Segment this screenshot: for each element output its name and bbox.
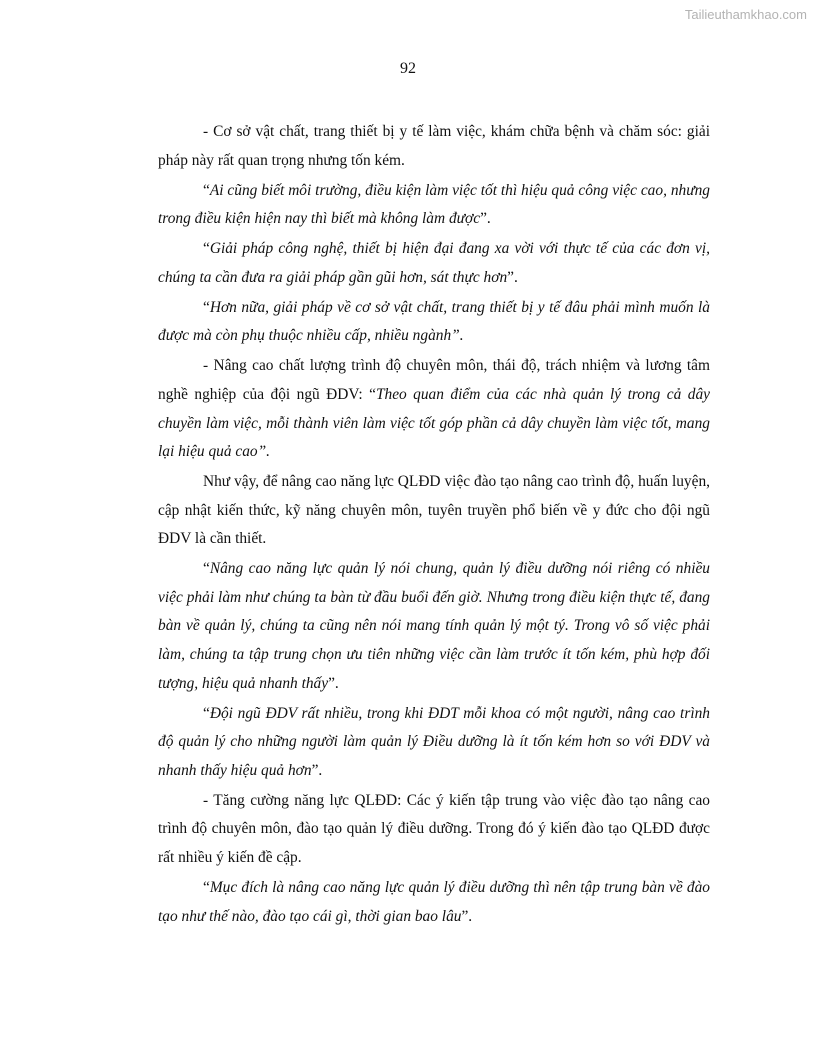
paragraph — [158, 874, 710, 931]
paragraph — [158, 555, 710, 698]
body-text: - Cơ sở vật chất, trang thiết bị y tế làm việc, khám chữa bệnh và chăm sóc: giải pháp này rất quan trọng nhưng tốn kém. — [158, 123, 710, 169]
body-text: ”. — [328, 674, 339, 692]
body-text: “ — [203, 560, 210, 578]
quote-text: Theo quan điểm của các nhà quản lý trong cả dây chuyền làm việc, mỗi thành viên làm việc tốt góp phần cả dây chuyền làm việc tốt, mang lại hiệu quả cao”. — [158, 385, 711, 461]
body-text: ”. — [311, 761, 323, 779]
quote-text: Ai cũng biết môi trường, điều kiện làm việc tốt thì hiệu quả công việc cao, nhưng trong điều kiện hiện nay thì biết mà không làm được — [158, 181, 710, 228]
paragraph — [158, 787, 710, 873]
paragraph — [158, 352, 710, 466]
body-text: - Tăng cường năng lực QLĐD: Các ý kiến tập trung vào việc đào tạo nâng cao trình độ chuyên môn, đào tạo quản lý điều dưỡng. Trong đó ý kiến đào tạo QLĐD được rất nhiều ý kiến đề cập. — [158, 791, 710, 866]
document-body — [158, 118, 710, 933]
body-text: ”. — [461, 907, 473, 925]
quote-text: Giải pháp công nghệ, thiết bị hiện đại đang xa vời với thực tế của các đơn vị, chúng ta cần đưa ra giải pháp gần gũi hơn, sát thực hơn — [158, 240, 710, 286]
watermark: Tailieuthamkhao.com — [684, 7, 807, 22]
body-text: “ — [203, 181, 210, 199]
body-text: “ — [203, 878, 210, 896]
body-text: “ — [203, 240, 210, 258]
body-text: Như vậy, để nâng cao năng lực QLĐD việc đào tạo nâng cao trình độ, huấn luyện, cập nhật kiến thức, kỹ năng chuyên môn, tuyên truyền phổ biến về y đức cho đội ngũ ĐDV là cần thiết. — [158, 473, 710, 548]
paragraph — [158, 700, 710, 786]
paragraph — [158, 235, 710, 292]
body-text: ”. — [480, 210, 491, 228]
paragraph — [158, 468, 710, 554]
quote-text: Mục đích là nâng cao năng lực quản lý điều dưỡng thì nên tập trung bàn về đào tạo như thế nào, đào tạo cái gì, thời gian bao lâu — [158, 878, 710, 925]
paragraph — [158, 294, 710, 351]
quote-text: Nâng cao năng lực quản lý nói chung, quản lý điều dưỡng nói riêng có nhiều việc phải làm như chúng ta bàn từ đầu buổi đến giờ. Nhưng trong điều kiện thực tế, đang bàn về quản lý, chúng ta cũng nên nói mang tính quản lý một tý. Trong vô số việc phải làm, chúng ta tập trung chọn ưu tiên những việc cần làm trước ít tốn kém, phù hợp đối tượng, hiệu quả nhanh thấy — [158, 560, 710, 692]
body-text: ”. — [507, 268, 518, 286]
body-text: “ — [203, 704, 210, 722]
page-number: 92 — [400, 60, 416, 77]
quote-text: Đội ngũ ĐDV rất nhiều, trong khi ĐDT mỗi khoa có một người, nâng cao trình độ quản lý cho những người làm quản lý Điều dưỡng là ít tốn kém hơn so với ĐDV và nhanh thấy hiệu quả hơn — [158, 704, 710, 779]
paragraph — [158, 177, 710, 234]
quote-text: Hơn nữa, giải pháp về cơ sở vật chất, trang thiết bị y tế đâu phải mình muốn là được mà còn phụ thuộc nhiều cấp, nhiều ngành”. — [158, 298, 710, 345]
paragraph — [158, 118, 710, 175]
body-text: - Nâng cao chất lượng trình độ chuyên môn, thái độ, trách nhiệm và lương tâm nghề nghiệp của đội ngũ ĐDV: “ — [158, 357, 710, 403]
body-text: “ — [203, 298, 210, 316]
